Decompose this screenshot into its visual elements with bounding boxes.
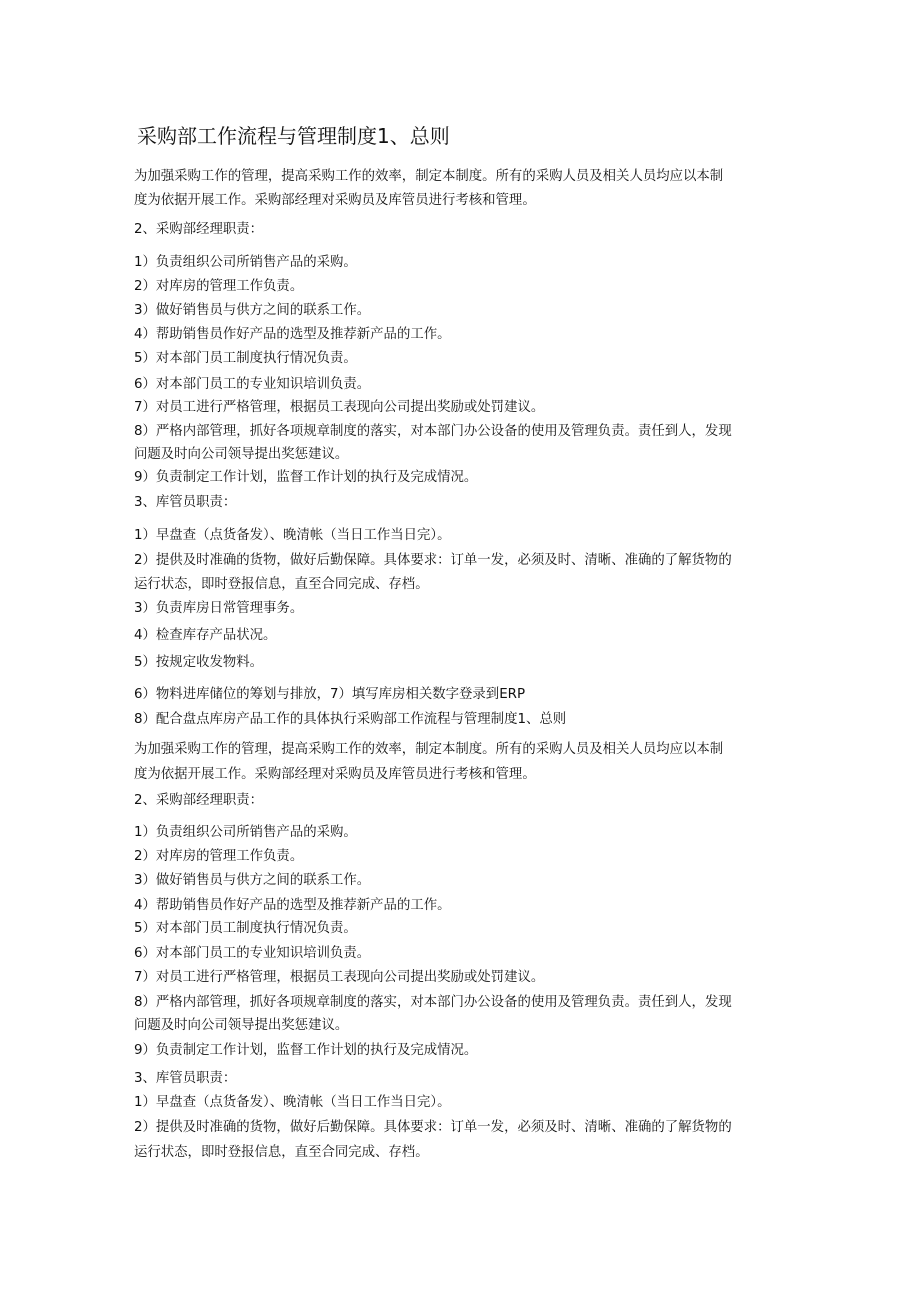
list-item: 6）对本部门员工的专业知识培训负责。 [134,946,371,961]
list-item: 4）帮助销售员作好产品的选型及推荐新产品的工作。 [134,327,451,342]
list-item: 1）负责组织公司所销售产品的采购。 [134,255,357,270]
list-item: 7）对员工进行严格管理，根据员工表现向公司提出奖励或处罚建议。 [134,400,545,415]
list-item: 8）严格内部管理，抓好各项规章制度的落实，对本部门办公设备的使用及管理负责。责任到人，发现 [134,424,732,439]
section-heading: 3、库管员职责： [134,1071,237,1086]
list-item: 7）对员工进行严格管理，根据员工表现向公司提出奖励或处罚建议。 [134,970,545,985]
section-heading: 2、采购部经理职责： [134,222,264,237]
list-item: 8）配合盘点库房产品工作的具体执行采购部工作流程与管理制度1、总则 [134,712,567,727]
list-item: 5）按规定收发物料。 [134,655,264,670]
list-item: 9）负责制定工作计划，监督工作计划的执行及完成情况。 [134,1043,478,1058]
list-item: 8）严格内部管理，抓好各项规章制度的落实，对本部门办公设备的使用及管理负责。责任到人，发现 [134,995,732,1010]
list-item-continuation: 运行状态，即时登报信息，直至合同完成、存档。 [134,577,429,592]
list-item: 3）负责库房日常管理事务。 [134,601,304,616]
list-item-continuation: 问题及时向公司领导提出奖惩建议。 [134,447,349,462]
list-item: 5）对本部门员工制度执行情况负责。 [134,351,357,366]
list-item-continuation: 问题及时向公司领导提出奖惩建议。 [134,1018,349,1033]
section-heading: 3、库管员职责： [134,495,237,510]
list-item: 9）负责制定工作计划，监督工作计划的执行及完成情况。 [134,470,478,485]
list-item: 3）做好销售员与供方之间的联系工作。 [134,303,371,318]
list-item: 5）对本部门员工制度执行情况负责。 [134,921,357,936]
list-item: 1）负责组织公司所销售产品的采购。 [134,825,357,840]
list-item: 2）对库房的管理工作负责。 [134,279,304,294]
paragraph-line: 度为依据开展工作。采购部经理对采购员及库管员进行考核和管理。 [134,193,536,208]
paragraph-line: 为加强采购工作的管理，提高采购工作的效率，制定本制度。所有的采购人员及相关人员均应以本制 [134,169,724,184]
list-item: 6）物料进库储位的筹划与排放，7）填写库房相关数字登录到ERP [134,687,526,702]
paragraph-line: 度为依据开展工作。采购部经理对采购员及库管员进行考核和管理。 [134,767,536,782]
list-item: 2）对库房的管理工作负责。 [134,849,304,864]
list-item: 1）早盘查（点货备发）、晚清帐（当日工作当日完）。 [134,528,451,543]
section-heading: 2、采购部经理职责： [134,793,264,808]
list-item: 1）早盘查（点货备发）、晚清帐（当日工作当日完）。 [134,1095,451,1110]
paragraph-line: 为加强采购工作的管理，提高采购工作的效率，制定本制度。所有的采购人员及相关人员均应以本制 [134,742,724,757]
document-title: 采购部工作流程与管理制度1、总则 [137,124,450,148]
list-item: 4）检查库存产品状况。 [134,628,277,643]
list-item: 2）提供及时准确的货物，做好后勤保障。具体要求：订单一发，必须及时、清晰、准确的了解货物的 [134,553,732,568]
list-item-continuation: 运行状态，即时登报信息，直至合同完成、存档。 [134,1145,429,1160]
list-item: 4）帮助销售员作好产品的选型及推荐新产品的工作。 [134,898,451,913]
list-item: 3）做好销售员与供方之间的联系工作。 [134,873,371,888]
list-item: 2）提供及时准确的货物，做好后勤保障。具体要求：订单一发，必须及时、清晰、准确的了解货物的 [134,1120,732,1135]
list-item: 6）对本部门员工的专业知识培训负责。 [134,377,371,392]
